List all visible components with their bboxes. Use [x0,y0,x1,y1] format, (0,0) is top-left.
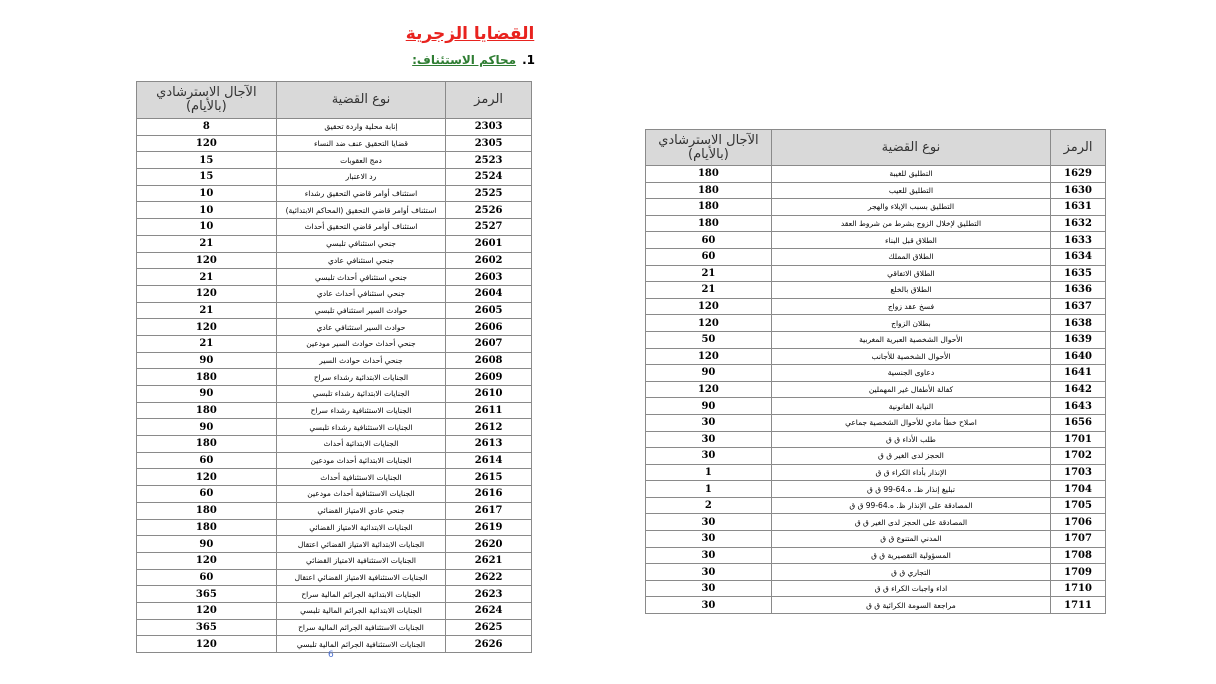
deadline-days: 10 [137,185,277,202]
case-type: حوادث السير استئنافي عادي [276,319,445,336]
left-cases-table [136,81,532,653]
table-row [137,169,532,186]
deadline-days: 60 [646,232,772,249]
deadline-days: 120 [137,469,277,486]
case-code: 2614 [446,452,532,469]
deadline-days: 30 [646,531,772,548]
case-type: استئناف أوامر قاضي التحقيق أحداث [276,219,445,236]
deadline-days: 90 [646,398,772,415]
deadline-days: 60 [137,569,277,586]
case-type: الجنايات الاستئنافية الامتياز القضائي [276,552,445,569]
header-case-type: نوع القضية [276,82,445,119]
header-code: الرمز [446,82,532,119]
case-type: المدني المتنوع ق ق [771,531,1050,548]
deadline-days: 120 [137,285,277,302]
case-type: الجنايات الابتدائية الجرائم المالية تلبسي [276,602,445,619]
case-type: إنابة محلية واردة تحقيق [276,119,445,136]
case-type: الجنايات الاستئنافية رشداء سراح [276,402,445,419]
case-code: 1636 [1051,282,1106,299]
table-row [137,252,532,269]
case-type: المصادقة على الإنذار ظ. ه.64-99 ق ق [771,497,1050,514]
case-code: 1706 [1051,514,1106,531]
deadline-days: 180 [646,166,772,183]
case-code: 1642 [1051,381,1106,398]
case-code: 2527 [446,219,532,236]
case-code: 2608 [446,352,532,369]
case-code: 1632 [1051,215,1106,232]
case-code: 1705 [1051,497,1106,514]
case-code: 2613 [446,436,532,453]
case-type: الجنايات الابتدائية أحداث مودعين [276,452,445,469]
deadline-days: 30 [646,564,772,581]
deadline-days: 180 [646,182,772,199]
case-code: 2607 [446,335,532,352]
table-header-row [646,130,1106,166]
deadline-days: 21 [646,282,772,299]
table-row [646,464,1106,481]
case-type: فسخ عقد زواج [771,298,1050,315]
table-row [646,166,1106,183]
table-row [137,519,532,536]
deadline-days: 50 [646,331,772,348]
deadline-days: 90 [646,365,772,382]
deadline-days: 120 [646,315,772,332]
case-type: التطليق للغيبة [771,166,1050,183]
right-cases-table [645,129,1106,614]
table-row [137,619,532,636]
case-code: 1638 [1051,315,1106,332]
table-row [646,282,1106,299]
case-type: المسؤولية التقصيرية ق ق [771,547,1050,564]
case-type: جنحي عادي الامتياز القضائي [276,502,445,519]
table-row [137,219,532,236]
deadline-days: 30 [646,414,772,431]
case-code: 2612 [446,419,532,436]
case-type: بطلان الزواج [771,315,1050,332]
case-code: 1639 [1051,331,1106,348]
case-type: الأحوال الشخصية للأجانب [771,348,1050,365]
deadline-days: 180 [137,402,277,419]
case-type: رد الاعتبار [276,169,445,186]
deadline-days: 90 [137,386,277,403]
case-type: الطلاق بالخلع [771,282,1050,299]
case-type: طلب الأداء ق ق [771,431,1050,448]
table-row [137,636,532,653]
table-row [646,497,1106,514]
table-row [137,536,532,553]
case-code: 2626 [446,636,532,653]
deadline-days: 120 [646,381,772,398]
table-row [137,235,532,252]
deadline-days: 120 [137,319,277,336]
left-table-body [137,119,532,653]
section-title: محاكم الاستئناف: [412,53,517,67]
case-code: 1702 [1051,448,1106,465]
table-row [646,564,1106,581]
table-row [137,419,532,436]
deadline-days: 90 [137,419,277,436]
case-type: التطليق بسبب الإيلاء والهجر [771,199,1050,216]
case-code: 2625 [446,619,532,636]
section-number: 1. [522,53,535,67]
case-code: 1635 [1051,265,1106,282]
case-code: 2601 [446,235,532,252]
table-row [137,502,532,519]
case-type: التطليق لإخلال الزوج بشرط من شروط العقد [771,215,1050,232]
table-row [646,547,1106,564]
case-code: 1711 [1051,597,1106,614]
case-type: جنحي استئنافي تلبسي [276,235,445,252]
deadline-days: 120 [137,602,277,619]
deadline-days: 21 [646,265,772,282]
case-type: حوادث السير استئنافي تلبسي [276,302,445,319]
case-code: 1709 [1051,564,1106,581]
case-code: 2620 [446,536,532,553]
case-type: الجنايات الاستئنافية الجرائم المالية سراح [276,619,445,636]
table-row [137,402,532,419]
table-row [646,514,1106,531]
table-header-row [137,82,532,119]
table-row [137,185,532,202]
table-row [646,232,1106,249]
case-type: جنحي أحداث حوادث السير مودعين [276,335,445,352]
case-code: 2623 [446,586,532,603]
deadline-days: 10 [137,202,277,219]
case-code: 2619 [446,519,532,536]
table-row [646,248,1106,265]
case-code: 1630 [1051,182,1106,199]
table-row [646,215,1106,232]
case-type: الجنايات الابتدائية الامتياز القضائي [276,519,445,536]
deadline-days: 180 [646,199,772,216]
case-type: الجنايات الابتدائية أحداث [276,436,445,453]
table-row [137,436,532,453]
table-row [646,315,1106,332]
deadline-days: 180 [646,215,772,232]
deadline-days: 180 [137,519,277,536]
table-row [646,597,1106,614]
case-type: التطليق للعيب [771,182,1050,199]
table-row [646,414,1106,431]
case-code: 2523 [446,152,532,169]
case-code: 1704 [1051,481,1106,498]
case-code: 2525 [446,185,532,202]
case-type: الطلاق المملك [771,248,1050,265]
table-row [137,452,532,469]
case-type: جنحي استئنافي عادي [276,252,445,269]
case-type: الجنايات الابتدائية رشداء تلبسي [276,386,445,403]
deadline-days: 365 [137,586,277,603]
table-row [137,552,532,569]
case-type: اداء واجبات الكراء ق ق [771,580,1050,597]
case-type: الجنايات الاستئنافية أحداث مودعين [276,486,445,503]
case-type: الجنايات الاستئنافية أحداث [276,469,445,486]
case-code: 1634 [1051,248,1106,265]
case-code: 2621 [446,552,532,569]
table-row [646,182,1106,199]
deadline-days: 21 [137,335,277,352]
table-row [646,365,1106,382]
header-deadline-days: الآجال الاسترشادي (بالأيام) [646,130,772,166]
table-row [646,431,1106,448]
case-type: جنحي استئنافي أحداث عادي [276,285,445,302]
table-row [646,348,1106,365]
table-row [137,335,532,352]
deadline-days: 120 [137,636,277,653]
right-table-body [646,166,1106,614]
table-row [137,569,532,586]
table-row [137,386,532,403]
case-code: 2602 [446,252,532,269]
page-number: 6 [328,650,334,660]
case-code: 2305 [446,135,532,152]
deadline-days: 2 [646,497,772,514]
case-type: الإنذار بأداء الكراء ق ق [771,464,1050,481]
case-type: الطلاق الاتفاقي [771,265,1050,282]
case-type: دمج العقوبات [276,152,445,169]
table-row [646,531,1106,548]
deadline-days: 120 [646,298,772,315]
deadline-days: 180 [137,502,277,519]
case-type: تبليغ إنذار ظ. ه.64-99 ق ق [771,481,1050,498]
deadline-days: 10 [137,219,277,236]
case-type: الجنايات الاستئنافية رشداء تلبسي [276,419,445,436]
deadline-days: 180 [137,369,277,386]
table-row [137,269,532,286]
deadline-days: 15 [137,169,277,186]
page-title: القضايا الزجرية [405,24,535,44]
case-type: المصادقة على الحجز لدى الغير ق ق [771,514,1050,531]
deadline-days: 30 [646,597,772,614]
case-code: 1629 [1051,166,1106,183]
case-code: 2624 [446,602,532,619]
case-type: استئناف أوامر قاضي التحقيق رشداء [276,185,445,202]
header-deadline-days: الآجال الاسترشادي (بالأيام) [137,82,277,119]
table-row [137,369,532,386]
table-row [137,119,532,136]
case-code: 2524 [446,169,532,186]
case-code: 2303 [446,119,532,136]
case-code: 2611 [446,402,532,419]
deadline-days: 1 [646,481,772,498]
case-type: قضايا التحقيق عنف ضد النساء [276,135,445,152]
case-type: الجنايات الابتدائية الجرائم المالية سراح [276,586,445,603]
table-row [137,586,532,603]
case-code: 2606 [446,319,532,336]
table-row [137,202,532,219]
case-code: 1640 [1051,348,1106,365]
table-row [646,265,1106,282]
table-row [137,486,532,503]
table-row [646,481,1106,498]
deadline-days: 15 [137,152,277,169]
table-row [137,302,532,319]
case-type: الجنايات الابتدائية رشداء سراح [276,369,445,386]
section-heading [400,53,535,67]
deadline-days: 8 [137,119,277,136]
case-type: الطلاق قبل البناء [771,232,1050,249]
table-row [137,152,532,169]
table-row [137,352,532,369]
case-type: استئناف أوامر قاضي التحقيق (المحاكم الابتدائية) [276,202,445,219]
deadline-days: 60 [137,486,277,503]
case-type: دعاوى الجنسية [771,365,1050,382]
deadline-days: 90 [137,536,277,553]
deadline-days: 21 [137,235,277,252]
table-row [646,381,1106,398]
case-code: 2605 [446,302,532,319]
case-type: الأحوال الشخصية العبرية المغربية [771,331,1050,348]
case-type: جنحي أحداث حوادث السير [276,352,445,369]
case-code: 2615 [446,469,532,486]
deadline-days: 120 [137,252,277,269]
case-code: 1656 [1051,414,1106,431]
case-code: 1631 [1051,199,1106,216]
case-code: 1701 [1051,431,1106,448]
case-code: 2622 [446,569,532,586]
case-code: 1703 [1051,464,1106,481]
deadline-days: 60 [137,452,277,469]
case-code: 1641 [1051,365,1106,382]
table-row [646,580,1106,597]
case-type: الحجز لدى الغير ق ق [771,448,1050,465]
table-row [137,319,532,336]
deadline-days: 30 [646,448,772,465]
case-type: التجاري ق ق [771,564,1050,581]
case-code: 2526 [446,202,532,219]
deadline-days: 120 [137,552,277,569]
deadline-days: 365 [137,619,277,636]
case-code: 1643 [1051,398,1106,415]
case-type: الجنايات الابتدائية الامتياز القضائي اعتقال [276,536,445,553]
case-type: الجنايات الاستئنافية الامتياز القضائي اعتقال [276,569,445,586]
case-type: جنحي استئنافي أحداث تلبسي [276,269,445,286]
deadline-days: 120 [137,135,277,152]
table-row [646,199,1106,216]
deadline-days: 1 [646,464,772,481]
deadline-days: 21 [137,269,277,286]
deadline-days: 30 [646,547,772,564]
case-code: 1633 [1051,232,1106,249]
header-case-type: نوع القضية [771,130,1050,166]
case-code: 2609 [446,369,532,386]
case-code: 1707 [1051,531,1106,548]
deadline-days: 180 [137,436,277,453]
deadline-days: 30 [646,431,772,448]
deadline-days: 21 [137,302,277,319]
case-type: النيابة القانونية [771,398,1050,415]
case-code: 2603 [446,269,532,286]
table-row [137,285,532,302]
case-code: 1710 [1051,580,1106,597]
table-row [646,331,1106,348]
table-row [646,448,1106,465]
deadline-days: 90 [137,352,277,369]
case-code: 2617 [446,502,532,519]
table-row [646,398,1106,415]
deadline-days: 30 [646,514,772,531]
case-type: اصلاح خطأ مادي للأحوال الشخصية جماعي [771,414,1050,431]
case-code: 2616 [446,486,532,503]
case-type: مراجعة السومة الكرائية ق ق [771,597,1050,614]
case-code: 2610 [446,386,532,403]
table-row [137,469,532,486]
case-type: كفالة الأطفال غير المهملين [771,381,1050,398]
table-row [137,602,532,619]
case-type: الجنايات الاستئنافية الجرائم المالية تلبسي [276,636,445,653]
case-code: 1637 [1051,298,1106,315]
deadline-days: 60 [646,248,772,265]
header-code: الرمز [1051,130,1106,166]
deadline-days: 120 [646,348,772,365]
case-code: 2604 [446,285,532,302]
table-row [137,135,532,152]
case-code: 1708 [1051,547,1106,564]
table-row [646,298,1106,315]
deadline-days: 30 [646,580,772,597]
